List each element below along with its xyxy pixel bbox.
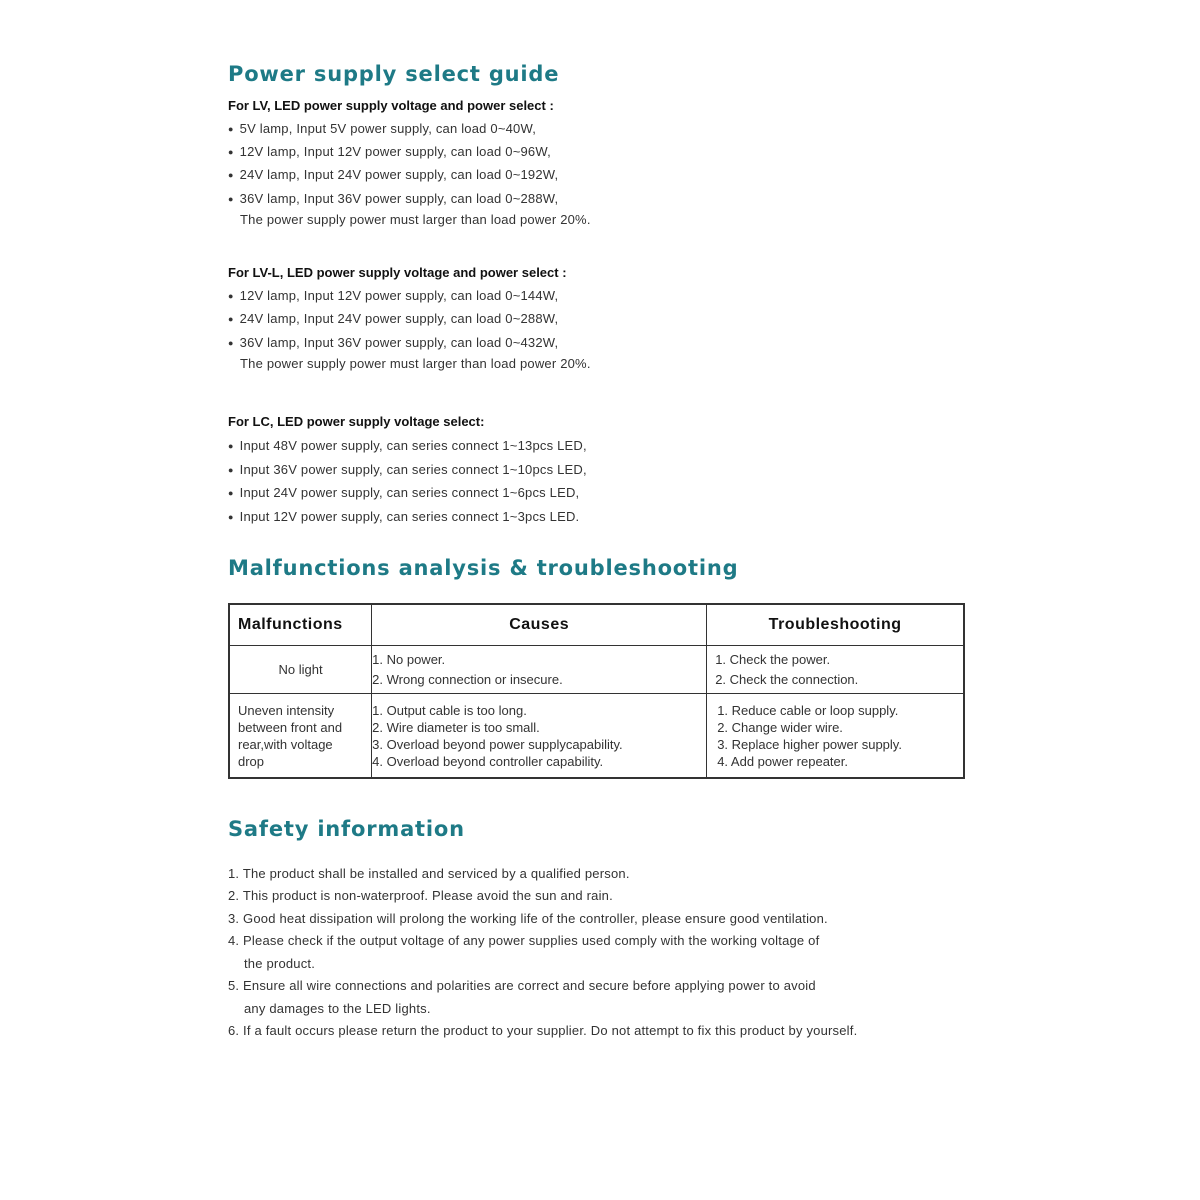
fix-item: 4. Add power repeater. [717,753,848,769]
lc-item: ● Input 48V power supply, can series connect 1~13pcs LED, [228,438,587,453]
cause-item: 4. Overload beyond controller capability. [372,753,604,769]
malfunction-cell [229,646,372,694]
lv-note: The power supply power must larger than load power 20%. [240,212,591,227]
safety-line: 3. Good heat dissipation will prolong the working life of the controller, please ensure good ventilation. [228,911,828,926]
cause-item: 3. Overload beyond power supplycapability. [372,736,623,752]
lc-item: ● Input 12V power supply, can series connect 1~3pcs LED. [228,509,579,524]
malfunctions-table [228,603,965,779]
safety-line: 4. Please check if the output voltage of any power supplies used comply with the working voltage of [228,933,820,948]
header-causes: Causes [372,604,707,646]
fix-item: 1. Reduce cable or loop supply. [717,702,899,718]
lvl-item: ● 36V lamp, Input 36V power supply, can load 0~432W, [228,335,558,350]
lv-item: ● 36V lamp, Input 36V power supply, can load 0~288W, [228,191,558,206]
malfunctions-title: Malfunctions analysis & troubleshooting [228,556,739,580]
safety-line: 1. The product shall be installed and serviced by a qualified person. [228,866,630,881]
fixes-cell [707,694,964,779]
table-row [229,694,964,779]
lv-heading: For LV, LED power supply voltage and power select : [228,98,554,113]
cause-item: 1. No power. [372,652,446,667]
header-troubleshooting: Troubleshooting [707,604,964,646]
fixes-cell [707,646,964,694]
safety-line: 6. If a fault occurs please return the product to your supplier. Do not attempt to fix this product by yourself. [228,1023,858,1038]
lvl-item: ● 24V lamp, Input 24V power supply, can load 0~288W, [228,311,558,326]
lv-item: ● 5V lamp, Input 5V power supply, can load 0~40W, [228,121,536,136]
fix-item: 2. Check the connection. [715,672,859,687]
malfunction-text: between front and [238,719,343,735]
fix-item: 2. Change wider wire. [717,719,843,735]
safety-line: any damages to the LED lights. [244,1001,431,1016]
table-header-row [229,604,964,646]
malfunction-cell [229,694,372,779]
cause-item: 1. Output cable is too long. [372,702,527,718]
safety-line: 5. Ensure all wire connections and polarities are correct and secure before applying power to avoid [228,978,816,993]
safety-title: Safety information [228,817,465,841]
causes-cell [372,646,707,694]
lc-heading: For LC, LED power supply voltage select: [228,414,485,429]
table-row [229,646,964,694]
lvl-item: ● 12V lamp, Input 12V power supply, can load 0~144W, [228,288,558,303]
malfunction-text: Uneven intensity [238,702,335,718]
header-malfunctions: Malfunctions [229,604,372,646]
lc-item: ● Input 36V power supply, can series connect 1~10pcs LED, [228,462,587,477]
fix-item: 1. Check the power. [715,652,831,667]
power-guide-title: Power supply select guide [228,62,560,86]
cause-item: 2. Wire diameter is too small. [372,719,540,735]
fix-item: 3. Replace higher power supply. [717,736,902,752]
safety-line: the product. [244,956,316,971]
lvl-heading: For LV-L, LED power supply voltage and power select : [228,265,567,280]
causes-cell [372,694,707,779]
cause-item: 2. Wrong connection or insecure. [372,672,563,687]
lc-item: ● Input 24V power supply, can series connect 1~6pcs LED, [228,485,579,500]
malfunction-text: drop [238,753,265,769]
lv-item: ● 12V lamp, Input 12V power supply, can load 0~96W, [228,144,551,159]
malfunction-text: No light [278,662,323,677]
lv-item: ● 24V lamp, Input 24V power supply, can load 0~192W, [228,167,558,182]
malfunction-text: rear,with voltage [238,736,333,752]
safety-line: 2. This product is non-waterproof. Please avoid the sun and rain. [228,888,613,903]
lvl-note: The power supply power must larger than load power 20%. [240,356,591,371]
